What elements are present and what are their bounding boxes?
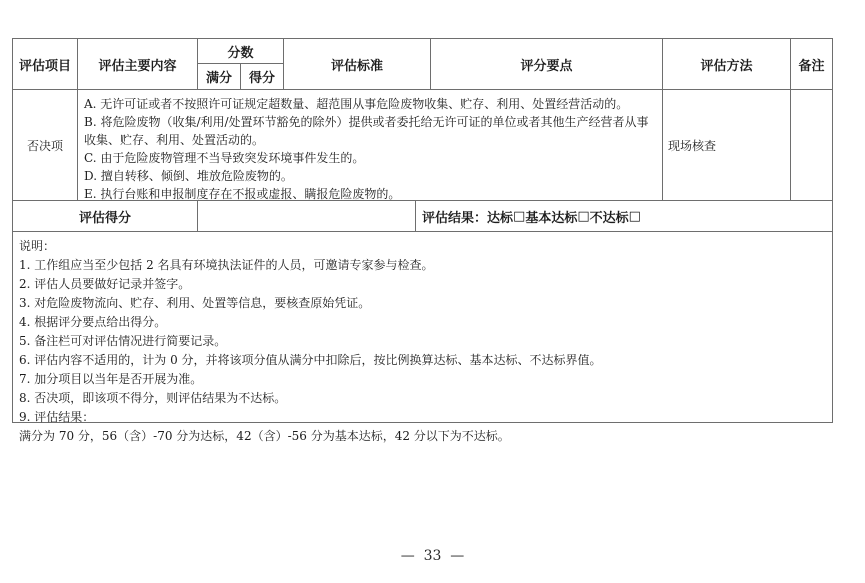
header-cell-score-group xyxy=(198,39,284,89)
header-cell-remark: 备注 xyxy=(798,58,825,74)
note-line-8: 8. 否决项，即该项不得分，则评估结果为不达标。 xyxy=(19,391,287,405)
veto-remark-cell xyxy=(791,90,832,200)
veto-line-c: C. 由于危险废物管理不当导致突发环境事件发生的。 xyxy=(84,151,365,165)
notes-row xyxy=(13,232,832,443)
note-line-9: 9. 评估结果： xyxy=(19,410,95,424)
header-cell-score: 分数 xyxy=(198,39,283,64)
veto-line-e: E. 执行台账和申报制度存在不报或虚报、瞒报危险废物的。 xyxy=(84,187,401,201)
checkbox-basic-pass[interactable]: □ xyxy=(577,208,590,224)
evaluation-table xyxy=(12,38,833,443)
page-number: — 33 — xyxy=(400,548,465,564)
note-line-2: 2. 评估人员要做好记录并签字。 xyxy=(19,277,191,291)
veto-line-b: B. 将危险废物（收集/利用/处置环节豁免的除外）提供或者委托给无许可证的单位或者其他生产经营者从事 xyxy=(84,115,649,129)
checkbox-fail[interactable]: □ xyxy=(628,208,641,224)
note-line-6: 6. 评估内容不适用的，计为 0 分，并将该项分值从满分中扣除后，按比例换算达标、基本达标、不达标界值。 xyxy=(19,353,602,367)
header-cell-full-score: 满分 xyxy=(198,64,241,89)
note-line-4: 4. 根据评分要点给出得分。 xyxy=(19,315,167,329)
header-cell-gained-score: 得分 xyxy=(248,71,275,86)
veto-line-b-cont: 收集、贮存、利用、处置活动的。 xyxy=(84,133,265,147)
header-cell-item: 评估项目 xyxy=(13,39,78,89)
result-cell xyxy=(416,201,832,231)
veto-method-cell: 现场核查 xyxy=(663,90,791,200)
note-line-9-cont: 满分为 70 分，56（含）-70 分为达标，42（含）-56 分为基本达标，42 分以下为不达标。 xyxy=(19,429,510,443)
header-cell-standard: 评估标准 xyxy=(284,39,431,89)
score-row-label: 评估得分 xyxy=(13,201,198,231)
notes-cell xyxy=(13,232,832,443)
score-row xyxy=(13,201,832,232)
table-header-row xyxy=(13,39,832,90)
header-cell-main-content: 评估主要内容 xyxy=(78,39,198,89)
note-line-5: 5. 备注栏可对评估情况进行简要记录。 xyxy=(19,334,227,348)
veto-line-a: A. 无许可证或者不按照许可证规定超数量、超范围从事危险废物收集、贮存、利用、处置经营活动的。 xyxy=(84,97,629,111)
result-option-fail: 不达标 xyxy=(589,210,629,226)
score-value-field[interactable] xyxy=(198,201,416,231)
header-cell-method: 评估方法 xyxy=(663,39,791,89)
result-option-basic-pass: 基本达标 xyxy=(525,210,578,226)
result-option-pass: 达标 xyxy=(487,210,514,226)
veto-item-label: 否决项 xyxy=(13,90,78,200)
notes-title: 说明： xyxy=(19,239,56,253)
note-line-3: 3. 对危险废物流向、贮存、利用、处置等信息，要核查原始凭证。 xyxy=(19,296,371,310)
veto-content-cell xyxy=(78,90,663,200)
note-line-1: 1. 工作组应当至少包括 2 名具有环境执法证件的人员，可邀请专家参与检查。 xyxy=(19,258,434,272)
header-cell-scoring-points: 评分要点 xyxy=(431,39,663,89)
checkbox-pass[interactable]: □ xyxy=(513,208,526,224)
veto-line-d: D. 擅自转移、倾倒、堆放危险废物的。 xyxy=(84,169,293,183)
result-label: 评估结果： xyxy=(422,210,488,226)
veto-row xyxy=(13,90,832,201)
note-line-7: 7. 加分项目以当年是否开展为准。 xyxy=(19,372,203,386)
